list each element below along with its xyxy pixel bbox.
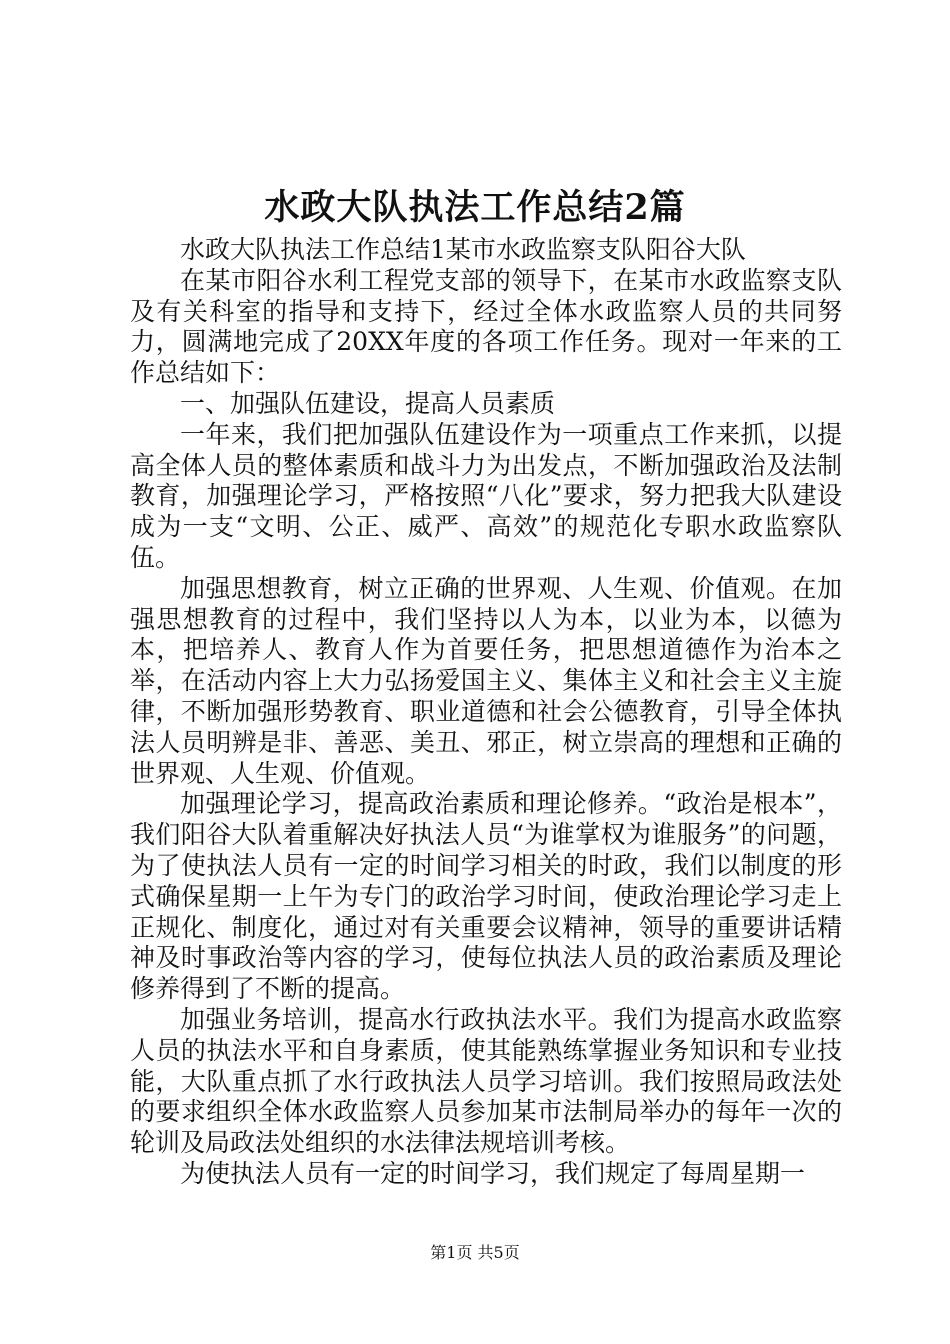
paragraph-5: 加强理论学习，提高政治素质和理论修养。“政治是根本”，我们阳谷大队着重解决好执法人员“为谁掌权为谁服务”的问题，为了使执法人员有一定的时间学习相关的时政，我们以制度的形式确保星期一上午为专门的政治学习时间，使政治理论学习走上正规化、制度化，通过对有关重要会议精神，领导的重要讲话精神及时事政治等内容的学习，使每位执法人员的政治素质及理论修养得到了不断的提高。: [130, 789, 842, 1004]
paragraph-1: 水政大队执法工作总结1某市水政监察支队阳谷大队: [180, 235, 746, 264]
paragraph-7: 为使执法人员有一定的时间学习，我们规定了每周星期一: [180, 1158, 806, 1188]
page-number-footer: 第1页 共5页: [430, 1243, 520, 1262]
paragraph-2: 在某市阳谷水利工程党支部的领导下，在某市水政监察支队及有关科室的指导和支持下，经过全体水政监察人员的共同努力，圆满地完成了20XX年度的各项工作任务。现对一年来的工作总结如下：: [130, 265, 842, 388]
paragraph-6: 加强业务培训，提高水行政执法水平。我们为提高水政监察人员的执法水平和自身素质，使其能熟练掌握业务知识和专业技能，大队重点抓了水行政执法人员学习培训。我们按照局政法处的要求组织全体水政监察人员参加某市法制局举办的每年一次的轮训及局政法处组织的水法律法规培训考核。: [130, 1004, 842, 1158]
document-body: [130, 235, 842, 1190]
section-heading-1: 一、加强队伍建设，提高人员素质: [180, 388, 556, 418]
paragraph-3: 一年来，我们把加强队伍建设作为一项重点工作来抓，以提高全体人员的整体素质和战斗力为出发点，不断加强政治及法制教育，加强理论学习，严格按照“八化”要求，努力把我大队建设成为一支“文明、公正、威严、高效”的规范化专职水政监察队伍。: [130, 419, 842, 572]
paragraph-4: 加强思想教育，树立正确的世界观、人生观、价值观。在加强思想教育的过程中，我们坚持以人为本，以业为本，以德为本，把培养人、教育人作为首要任务，把思想道德作为治本之举，在活动内容上大力弘扬爱国主义、集体主义和社会主义主旋律，不断加强形势教育、职业道德和社会公德教育，引导全体执法人员明辨是非、善恶、美丑、邪正，树立崇高的理想和正确的世界观、人生观、价值观。: [130, 573, 842, 788]
document-title: 水政大队执法工作总结2篇: [264, 187, 686, 228]
